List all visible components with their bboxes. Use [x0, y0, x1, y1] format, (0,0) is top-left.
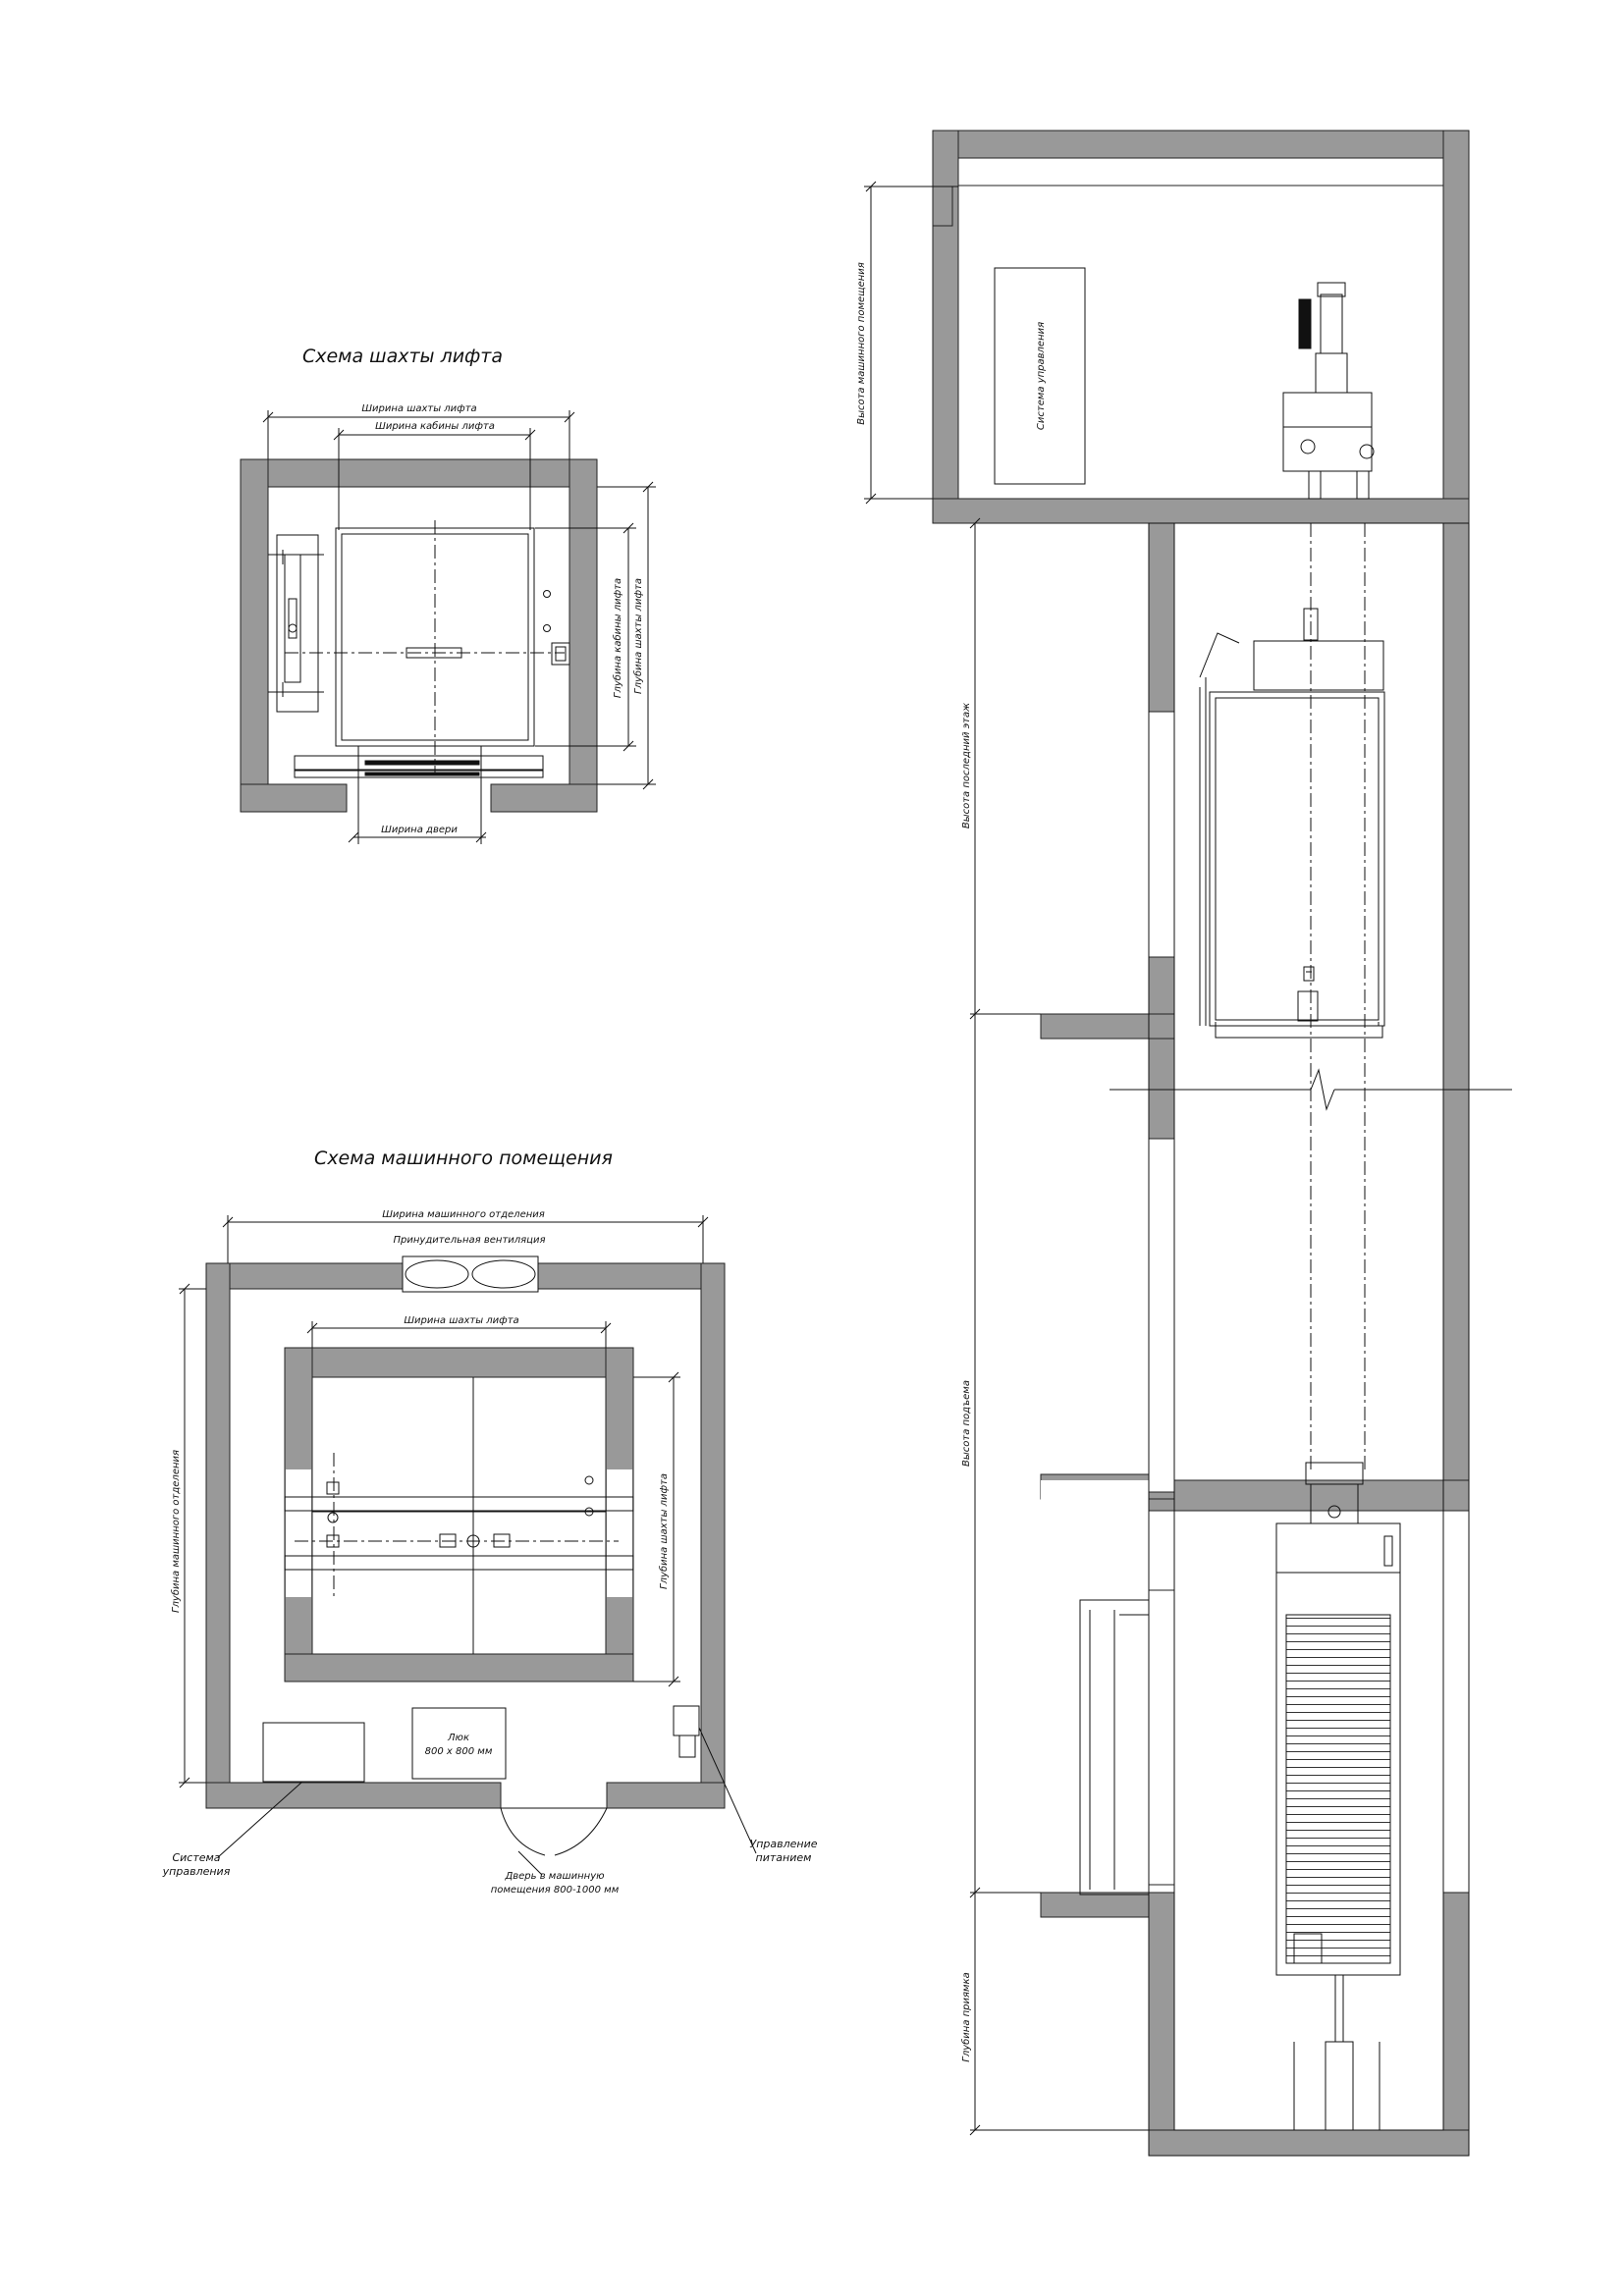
- shaft-plan-title: Схема шахты лифта: [301, 346, 504, 367]
- power-label-1: Управление: [749, 1838, 818, 1850]
- machine-room-plan: [162, 1148, 818, 1896]
- traction-machine: [1283, 283, 1374, 499]
- room-width-label: Ширина машинного отделения: [382, 1209, 545, 1220]
- counterweight: [268, 535, 324, 712]
- mr-shaft-width-label: Ширина шахты лифта: [404, 1315, 519, 1326]
- call-buttons: [544, 591, 570, 666]
- ventilation-label: Принудительная вентиляция: [393, 1235, 546, 1246]
- hatch-label-2: 800 x 800 мм: [424, 1746, 493, 1757]
- section-counterweight: [1276, 1463, 1400, 2130]
- pit-depth-dimension: [970, 1893, 1149, 2135]
- landing-doors: [1080, 1600, 1149, 1895]
- door-label-1: Дверь в машинную: [505, 1871, 605, 1882]
- cabin-depth-label: Глубина кабины лифта: [613, 577, 623, 699]
- top-floor-height-label: Высота последний этаж: [961, 702, 972, 829]
- shaft-depth-label: Глубина шахты лифта: [633, 578, 644, 694]
- guide-rail-lines: [1311, 523, 1365, 1472]
- room-depth-dimension: [179, 1284, 206, 1788]
- control-system-label-1: Система: [172, 1851, 221, 1864]
- machine-room-plan-title: Схема машинного помещения: [314, 1148, 613, 1169]
- top-floor-height-dimension: [970, 518, 1041, 1019]
- section-control-system-label: Система управления: [1036, 321, 1047, 431]
- shaft-width-label: Ширина шахты лифта: [361, 403, 477, 414]
- hatch-label-1: Люк: [448, 1733, 469, 1743]
- shaft-plan-walls: [241, 459, 597, 812]
- shaft-section: [856, 131, 1512, 2156]
- machine-room-walls: [206, 1263, 725, 1808]
- section-machine-room-walls: [933, 131, 1469, 523]
- travel-height-label: Высота подъема: [961, 1380, 972, 1467]
- hatch: [412, 1708, 506, 1779]
- machine-room-height-label: Высота машинного помещения: [856, 262, 867, 425]
- control-system-label-2: управления: [162, 1865, 231, 1878]
- pit-depth-label: Глубина приямка: [961, 1972, 972, 2062]
- door-swing: [501, 1808, 607, 1875]
- mr-shaft-depth-label: Глубина шахты лифта: [659, 1473, 670, 1589]
- ventilation-unit: [403, 1256, 538, 1292]
- shaft-plan: [241, 346, 656, 844]
- cabin-width-label: Ширина кабины лифта: [375, 421, 495, 432]
- door-label-2: помещения 800-1000 мм: [490, 1885, 620, 1896]
- door-width-label: Ширина двери: [381, 825, 458, 835]
- machine-interior: [285, 1377, 633, 1654]
- cabin: [285, 520, 565, 775]
- section-shaft-walls: [1041, 523, 1469, 1917]
- mr-shaft-depth-dimension: [633, 1372, 680, 1686]
- travel-height-dimension: [970, 1014, 1041, 1897]
- control-cabinet: [263, 1723, 364, 1782]
- section-cabin: [1200, 609, 1384, 1038]
- power-label-2: питанием: [755, 1851, 812, 1864]
- room-depth-label: Глубина машинного отделения: [171, 1449, 182, 1614]
